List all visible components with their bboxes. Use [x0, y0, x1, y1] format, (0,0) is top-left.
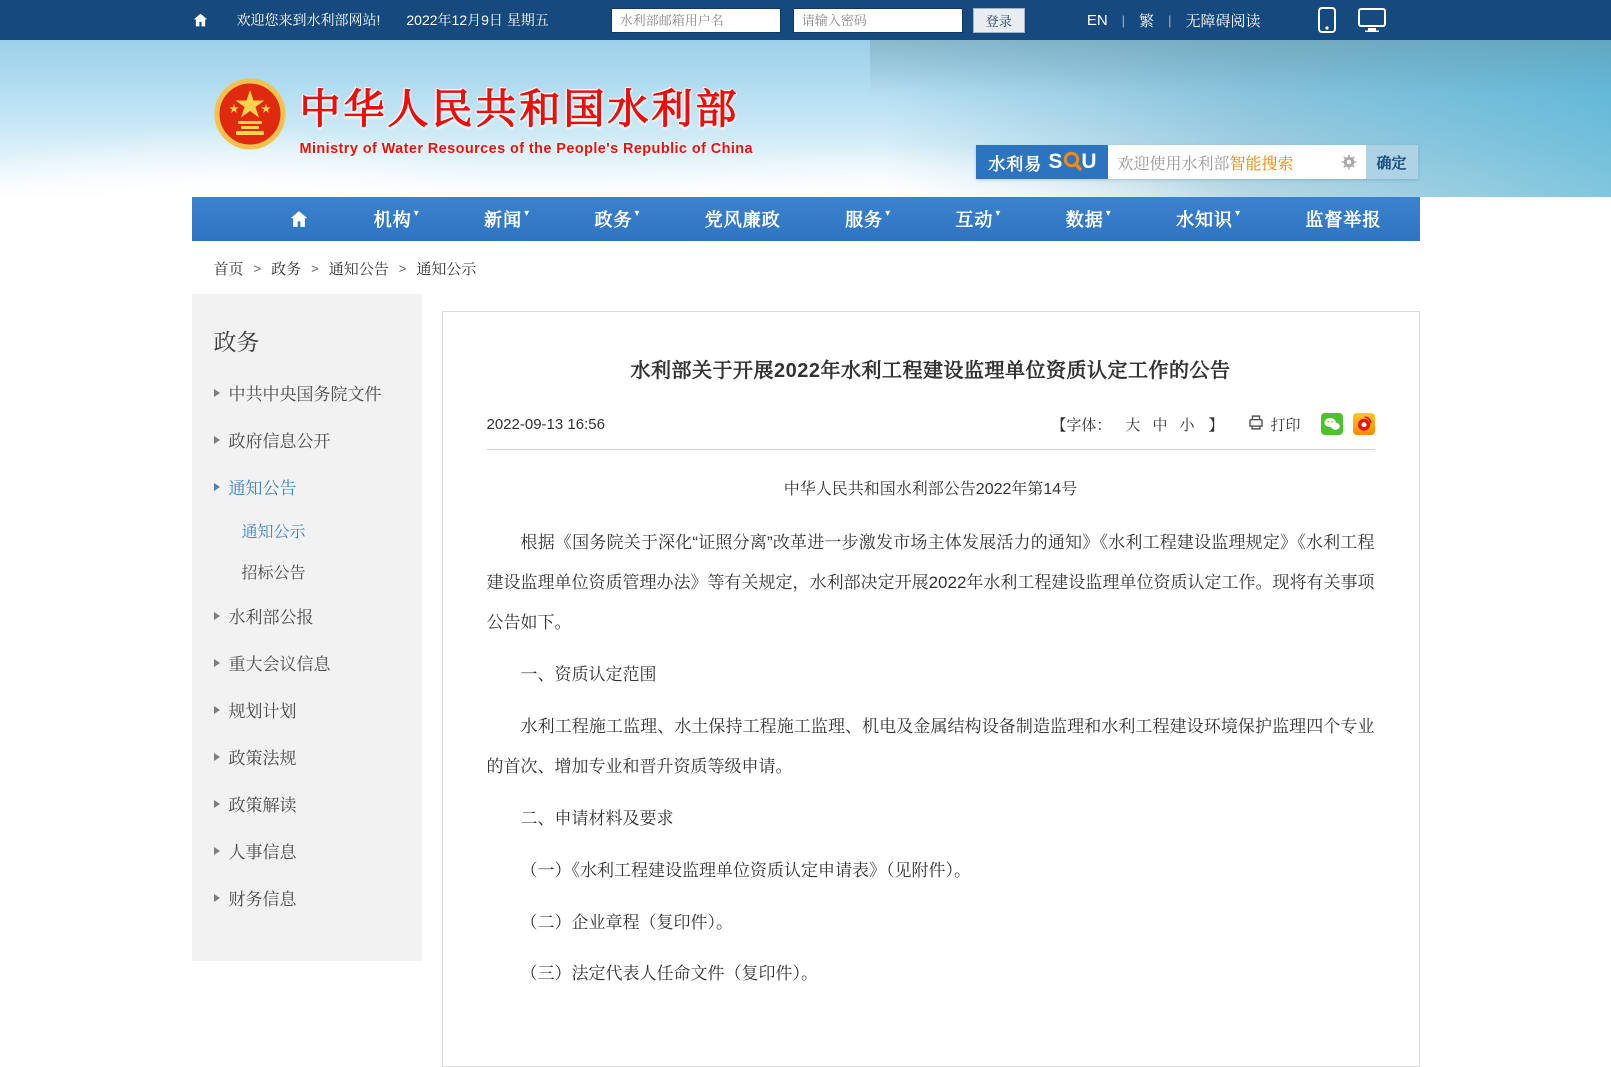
article-section-heading: 二、申请材料及要求 [520, 808, 674, 828]
arrow-right-icon [214, 753, 220, 761]
sidebar [192, 294, 422, 961]
nav-home[interactable] [288, 209, 310, 229]
separator: | [1168, 12, 1172, 28]
font-size-label-close: 】 [1208, 416, 1224, 434]
breadcrumb-zhengwu[interactable]: 政务 [271, 261, 302, 278]
search-placeholder-highlight: 智能搜索 [1229, 155, 1294, 173]
nav-item-shuizhishi[interactable]: 水知识 ▾ [1176, 206, 1241, 232]
current-date: 2022年12月9日 星期五 [406, 12, 549, 28]
nav-item-zhengwu[interactable]: 政务 ▾ [594, 206, 640, 232]
nav-item-shuju[interactable]: 数据 ▾ [1066, 206, 1112, 232]
sidebar-item-zhengcefagui[interactable]: 政策法规 [192, 733, 422, 780]
nav-item-xinwen[interactable]: 新闻 ▾ [484, 206, 530, 232]
article-paragraph: （三）法定代表人任命文件（复印件）。 [520, 964, 818, 984]
font-size-label: 【字体： [1051, 416, 1112, 434]
nav-item-dangfeng[interactable]: 党风廉政 [704, 210, 781, 230]
search-input[interactable] [1108, 145, 1366, 179]
search-magnifier-icon [1063, 151, 1082, 177]
breadcrumb-separator: > [253, 261, 262, 276]
sidebar-item-xinxigongkai[interactable]: 政府信息公开 [192, 416, 422, 463]
sidebar-title: 政务 [213, 329, 260, 355]
breadcrumb-tongzhigongshi[interactable]: 通知公示 [416, 261, 477, 278]
breadcrumb [214, 258, 1420, 279]
breadcrumb-separator: > [398, 261, 407, 276]
arrow-right-icon [214, 389, 220, 397]
nav-item-jigou[interactable]: 机构 ▾ [374, 206, 420, 232]
publish-time: 2022-09-13 16:56 [486, 415, 605, 433]
header-banner [0, 40, 1611, 197]
search-placeholder: 欢迎使用水利部 [1117, 155, 1230, 173]
article-paragraph: 根据《国务院关于深化“证照分离”改革进一步激发市场主体发展活力的通知》《水利工程建设监理规定》《水利工程建设监理单位资质管理办法》等有关规定，水利部决定开展2022年水利工程建设监理单位资质认定工作。现将有关事项公告如下。 [486, 533, 1375, 632]
site-search [976, 145, 1417, 179]
sidebar-item-guihuajihua[interactable]: 规划计划 [192, 686, 422, 733]
sidebar-item-huiyixinxi[interactable]: 重大会议信息 [192, 639, 422, 686]
wechat-share-icon[interactable] [1321, 413, 1343, 435]
national-emblem-logo [192, 78, 286, 155]
arrow-right-icon [214, 847, 220, 855]
welcome-text: 欢迎您来到水利部网站! [236, 12, 381, 28]
arrow-right-icon [214, 659, 220, 667]
search-brand-u: U [1081, 150, 1098, 173]
sidebar-item-gongbao[interactable]: 水利部公报 [192, 592, 422, 639]
arrow-right-icon [214, 612, 220, 620]
lang-english-link[interactable]: EN [1086, 11, 1108, 29]
sidebar-subitem-zhaobiaogonggao[interactable]: 招标公告 [241, 565, 306, 582]
sidebar-item-guowuyuan-wenjian[interactable]: 中共中央国务院文件 [192, 369, 422, 416]
site-subtitle: Ministry of Water Resources of the People's Republic of China [299, 141, 754, 157]
email-username-input[interactable] [611, 8, 781, 33]
top-utility-bar [0, 0, 1611, 40]
accessibility-link[interactable]: 无障碍阅读 [1185, 12, 1261, 30]
sidebar-item-renshixinxi[interactable]: 人事信息 [192, 827, 422, 874]
sidebar-item-caiwuxinxi[interactable]: 财务信息 [192, 874, 422, 921]
article-panel [442, 311, 1420, 1067]
sidebar-subitem-tongzhigongshi[interactable]: 通知公示 [241, 524, 306, 541]
breadcrumb-home[interactable]: 首页 [213, 261, 244, 278]
search-brand [976, 145, 1107, 179]
arrow-right-icon [214, 483, 220, 491]
nav-item-jiandujubao[interactable]: 监督举报 [1305, 210, 1382, 230]
password-input[interactable] [793, 8, 963, 33]
article-paragraph: （一）《水利工程建设监理单位资质认定申请表》（见附件）。 [520, 860, 971, 880]
article-meta [487, 413, 1375, 450]
font-size-large[interactable]: 大 [1125, 416, 1141, 434]
home-icon[interactable] [192, 12, 209, 28]
separator: | [1121, 12, 1126, 28]
arrow-right-icon [214, 894, 220, 902]
nav-item-fuwu[interactable]: 服务 ▾ [845, 206, 891, 232]
lang-traditional-link[interactable]: 繁 [1139, 12, 1155, 30]
article-section-heading: 一、资质认定范围 [520, 664, 657, 684]
login-button[interactable]: 登录 [973, 8, 1025, 33]
search-brand-s: S [1048, 150, 1064, 173]
search-brand-cn: 水利易 [988, 154, 1043, 174]
arrow-right-icon [214, 800, 220, 808]
breadcrumb-separator: > [311, 261, 319, 276]
main-navigation [192, 197, 1420, 241]
article-paragraph: 水利工程施工监理、水土保持工程施工监理、机电及金属结构设备制造监理和水利工程建设环境保护监理四个专业的首次、增加专业和晋升资质等级申请。 [486, 716, 1375, 776]
gear-icon[interactable] [1340, 153, 1358, 176]
desktop-version-icon[interactable] [1358, 8, 1386, 32]
weibo-share-icon[interactable] [1353, 413, 1375, 435]
arrow-right-icon [214, 706, 220, 714]
sidebar-item-tongzhigonggao[interactable]: 通知公告 [192, 463, 422, 510]
arrow-right-icon [214, 436, 220, 444]
sidebar-item-zhengcejiedu[interactable]: 政策解读 [192, 780, 422, 827]
document-number: 中华人民共和国水利部公告2022年第14号 [783, 481, 1078, 498]
article-paragraph: （二）企业章程（复印件）。 [520, 912, 733, 932]
breadcrumb-tongzhigonggao[interactable]: 通知公告 [328, 261, 389, 278]
printer-icon [1247, 414, 1265, 435]
mobile-version-icon[interactable] [1318, 7, 1336, 33]
font-size-medium[interactable]: 中 [1152, 416, 1168, 434]
search-confirm-button[interactable]: 确定 [1366, 145, 1418, 179]
print-button[interactable]: 打印 [1247, 414, 1300, 435]
site-title: 中华人民共和国水利部 [299, 86, 740, 132]
nav-item-hudong[interactable]: 互动 ▾ [955, 206, 1001, 232]
article-title: 水利部关于开展2022年水利工程建设监理单位资质认定工作的公告 [630, 360, 1231, 382]
font-size-small[interactable]: 小 [1179, 416, 1195, 434]
